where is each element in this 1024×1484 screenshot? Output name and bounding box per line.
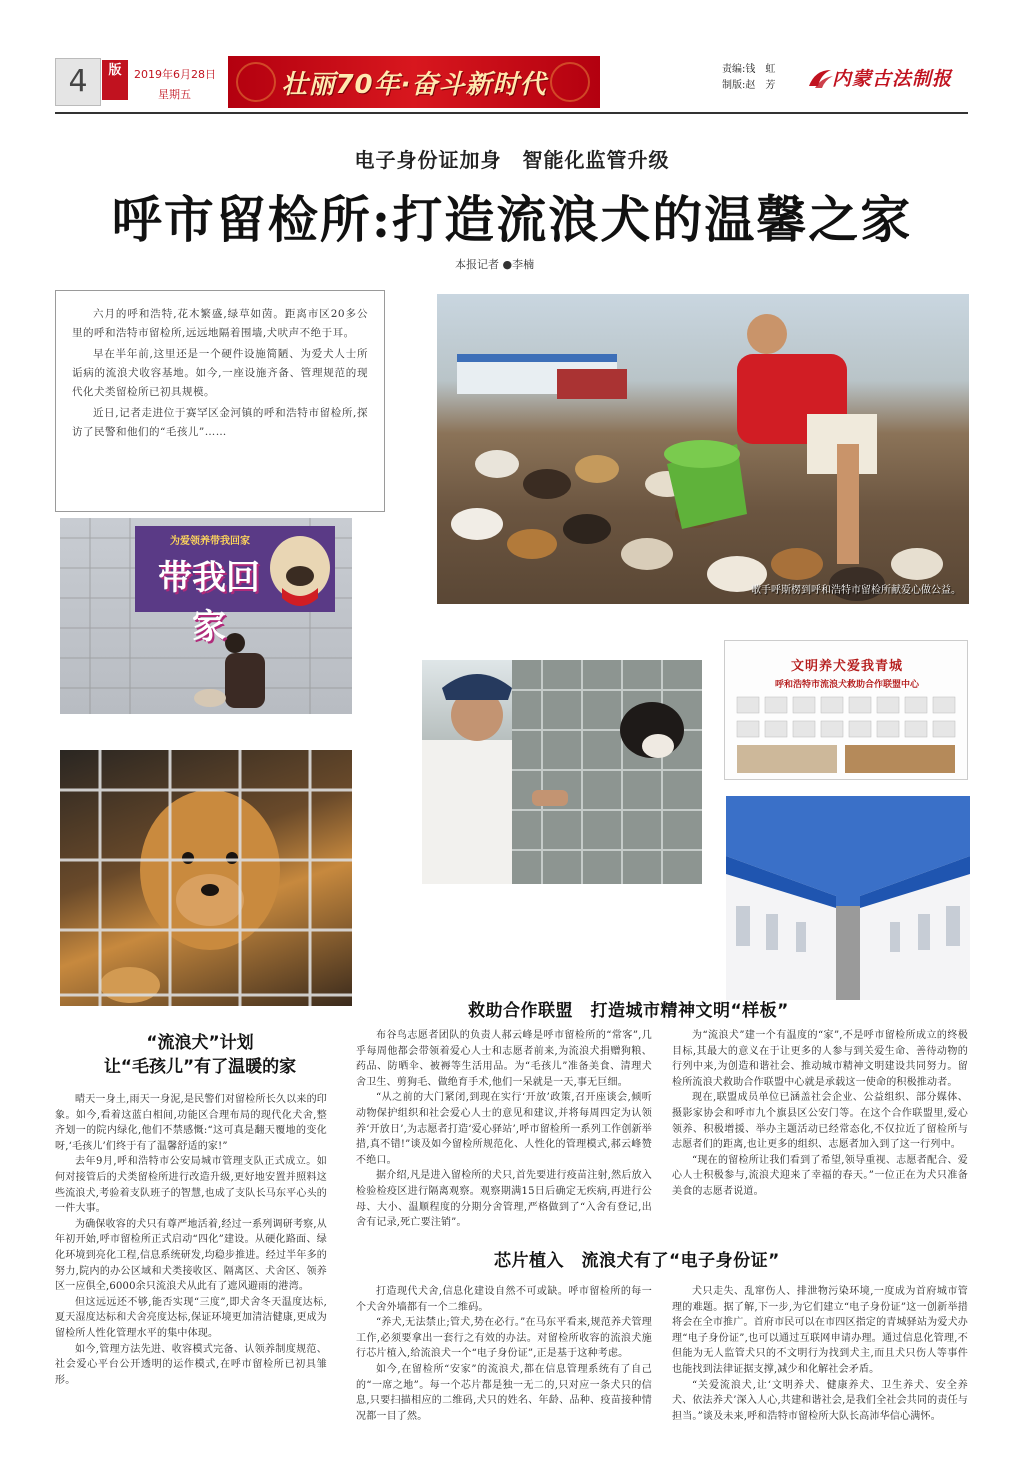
- section3-title: 芯片植入 流浪犬有了“电子身份证”: [494, 1251, 780, 1271]
- intro-paragraph: 近日,记者走进位于赛罕区金河镇的呼和浩特市留检所,探访了民警和他们的“毛孩儿”……: [72, 407, 368, 438]
- edition-label: 版: [102, 60, 128, 100]
- photo-kennel-buildings: [726, 796, 970, 1000]
- article-title: 呼市留检所:打造流浪犬的温馨之家: [111, 190, 913, 249]
- section1-title-line1: “流浪犬”计划: [146, 1033, 254, 1053]
- issue-weekday: 星期五: [158, 88, 191, 101]
- section3-column-1: [356, 1284, 652, 1424]
- photo-caption: 歌手呼斯楞到呼和浩特市留检所献爱心做公益。: [751, 585, 961, 596]
- board-subtitle: 呼和浩特市流浪犬救助合作联盟中心: [774, 680, 919, 690]
- issue-date: 2019年6月28日: [134, 68, 216, 81]
- paper-logo: 内蒙古法制报: [832, 68, 953, 90]
- body-paragraph: 去年9月,呼和浩特市公安局城市管理支队正式成立。如何对接管后的犬类留检所进行改造升级,更好地安置并照料这些流浪犬,考验着支队班子的智慧,也成了支队长马东平心头的一件大事。: [55, 1156, 327, 1215]
- body-paragraph: 据介绍,凡是进入留检所的犬只,首先要进行疫苗注射,然后放入检验检疫区进行隔离观察。观察期满15日后确定无疾病,再进行公母、大小、温顺程度的分期分舍管理,严格做到了“入舍有登记,出舍有记录,死亡要注销”。: [356, 1170, 652, 1229]
- photo-dog-in-cage: [60, 750, 352, 1006]
- body-paragraph: 如今,在留检所“安家”的流浪犬,都在信息管理系统有了自己的“一席之地”。每一个芯片都是独一无二的,只对应一条犬只的信息,只要扫描相应的二维码,犬只的姓名、年龄、品种、疫苗接种情况都一目了然。: [356, 1363, 652, 1422]
- section2-title: 救助合作联盟 打造城市精神文明“样板”: [468, 1001, 789, 1021]
- section2-column-1: [356, 1028, 652, 1231]
- body-paragraph: “现在的留检所让我们看到了希望,领导重视、志愿者配合、爱心人士积极参与,流浪犬迎来了幸福的春天。”一位正在为犬只准备美食的志愿者说道。: [672, 1154, 968, 1197]
- body-paragraph: 但这远远还不够,能否实现“三度”,即犬舍冬天温度达标,夏天湿度达标和犬舍亮度达标,保证环境更加清洁健康,更成为留检所人性化管理水平的集中体现。: [55, 1296, 327, 1339]
- body-paragraph: 如今,管理方法先进、收容模式完备、认领养制度规范、社会爱心平台公开透明的运作模式,在呼市留检所已初具雏形。: [55, 1343, 327, 1386]
- caged-dog-icon: [60, 750, 352, 1006]
- poster-small-text: 为爱领养带我回家: [170, 536, 250, 547]
- body-paragraph: “从之前的大门紧闭,到现在实行‘开放’政策,召开座谈会,倾听动物保护组织和社会爱心人士的意见和建议,并将每周四定为认领养‘开放日’,为志愿者打造‘爱心驿站’,呼市留检所一系列工作创新举措,真不错!”谈及如今留检所规范化、人性化的管理模式,郝云峰赞不绝口。: [356, 1092, 652, 1166]
- editor-line: 责编:钱 虹: [722, 64, 776, 75]
- poster-big-text: 带我回家: [158, 558, 260, 647]
- photo-alliance-board: [724, 640, 968, 780]
- article-subtitle: 电子身份证加身 智能化监管升级: [354, 148, 670, 172]
- intro-paragraph: 六月的呼和浩特,花木繁盛,绿草如茵。距离市区20多公里的呼和浩特市留检所,远远地隔着围墙,犬吠声不绝于耳。: [72, 308, 368, 339]
- page-number: 4: [68, 64, 88, 99]
- theme-slogan: 壮丽70年·奋斗新时代: [281, 70, 547, 100]
- photo-adoption-banner: [60, 518, 352, 714]
- header-divider: [55, 112, 968, 114]
- section1-title-line2: 让“毛孩儿”有了温暖的家: [103, 1057, 297, 1077]
- intro-paragraph: 早在半年前,这里还是一个硬件设施简陋、为爱犬人士所诟病的流浪犬收容基地。如今,一座设施齐备、管理规范的现代化犬类留检所已初具规模。: [72, 348, 368, 398]
- board-title: 文明养犬爱我青城: [790, 659, 903, 674]
- producer-line: 制版:赵 芳: [722, 80, 776, 91]
- editor-info: [722, 62, 775, 94]
- photo-feeding-dogs: [437, 294, 969, 604]
- body-paragraph: 现在,联盟成员单位已涵盖社会企业、公益组织、部分媒体、摄影家协会和呼市九个旗县区公安门等。在这个合作联盟里,爱心领养、积极增援、举办主题活动已经常态化,不仅拉近了留检所与志愿者们的距离,也让更多的组织、志愿者加入到了这一行列中。: [672, 1092, 968, 1151]
- intro-box: [55, 290, 385, 512]
- kennel-rows-icon: [726, 796, 970, 1000]
- body-paragraph: “关爱流浪犬,让‘文明养犬、健康养犬、卫生养犬、安全养犬、依法养犬’深入人心,共建和谐社会,是我们全社会共同的责任与担当。”谈及未来,呼和浩特市留检所大队长高沛华信心满怀。: [672, 1379, 968, 1422]
- theme-banner: [228, 56, 600, 108]
- feeding-scene-icon: [437, 294, 969, 604]
- body-paragraph: 为确保收容的犬只有尊严地活着,经过一系列调研考察,从年初开始,呼市留检所正式启动“四化”建设。从硬化路面、绿化环境到亮化工程,信息系统研发,均稳步推进。经过半年多的努力,院内的办公区域和犬类接收区、隔离区、犬舍区、领养区一应俱全,6000余只流浪犬从此有了遮风避雨的港湾。: [55, 1218, 327, 1293]
- body-paragraph: 布谷鸟志愿者团队的负责人郝云峰是呼市留检所的“常客”,几乎每周他都会带领着爱心人士和志愿者前来,为流浪犬捐赠狗粮、药品、防晒伞、被褥等生活用品。为“毛孩儿”准备美食、清理犬舍卫生、剪狗毛、做绝育手术,他们一呆就是一天,事无巨细。: [356, 1030, 652, 1088]
- section3-column-2: [672, 1284, 968, 1424]
- paper-emblem-icon: [805, 64, 835, 94]
- officer-cage-icon: [422, 660, 702, 884]
- article-byline: 本报记者 ●李楠: [455, 258, 535, 271]
- body-paragraph: 犬只走失、乱窜伤人、排泄物污染环境,一度成为首府城市管理的难题。据了解,下一步,为它们建立“电子身份证”这一创新举措将会在全市推广。首府市民可以在市四区指定的青城驿站为爱犬办理“电子身份证”,也可以通过互联网申请办理。通过信息化管理,不但能为无人监管犬只的不文明行为找到犬主,而且犬只伤人等事件也能找到法律证据支撑,减少和化解社会矛盾。: [672, 1286, 968, 1375]
- partner-logos-icon: [725, 641, 968, 780]
- body-paragraph: 为“流浪犬”建一个有温度的“家”,不是呼市留检所成立的终极目标,其最大的意义在于让更多的人参与到关爱生命、善待动物的行列中来,为创造和谐社会、推动城市精神文明建设共同努力。留检所流浪犬救助合作联盟中心就是承载这一使命的积极推动者。: [672, 1030, 968, 1088]
- section1-body: [55, 1092, 327, 1388]
- body-paragraph: “养犬,无法禁止;管犬,势在必行。”在马东平看来,规范养犬管理工作,必须要拿出一套行之有效的办法。对留检所收容的流浪犬施行芯片植入,给流浪犬一个“电子身份证”,正是基于这种考虑。: [356, 1317, 652, 1360]
- section2-column-2: [672, 1028, 968, 1200]
- photo-officer-at-cage: [422, 660, 702, 884]
- body-paragraph: 打造现代犬舍,信息化建设自然不可或缺。呼市留检所的每一个犬舍外墙都有一个二维码。: [356, 1286, 652, 1313]
- body-paragraph: 晴天一身土,雨天一身泥,是民警们对留检所长久以来的印象。如今,看着这蓝白相间,功能区合理布局的现代化犬舍,整齐划一的院内绿化,他们不禁感慨:“这可真是翻天覆地的变化呀,‘毛孩儿’们终于有了温馨舒适的家!”: [55, 1094, 327, 1152]
